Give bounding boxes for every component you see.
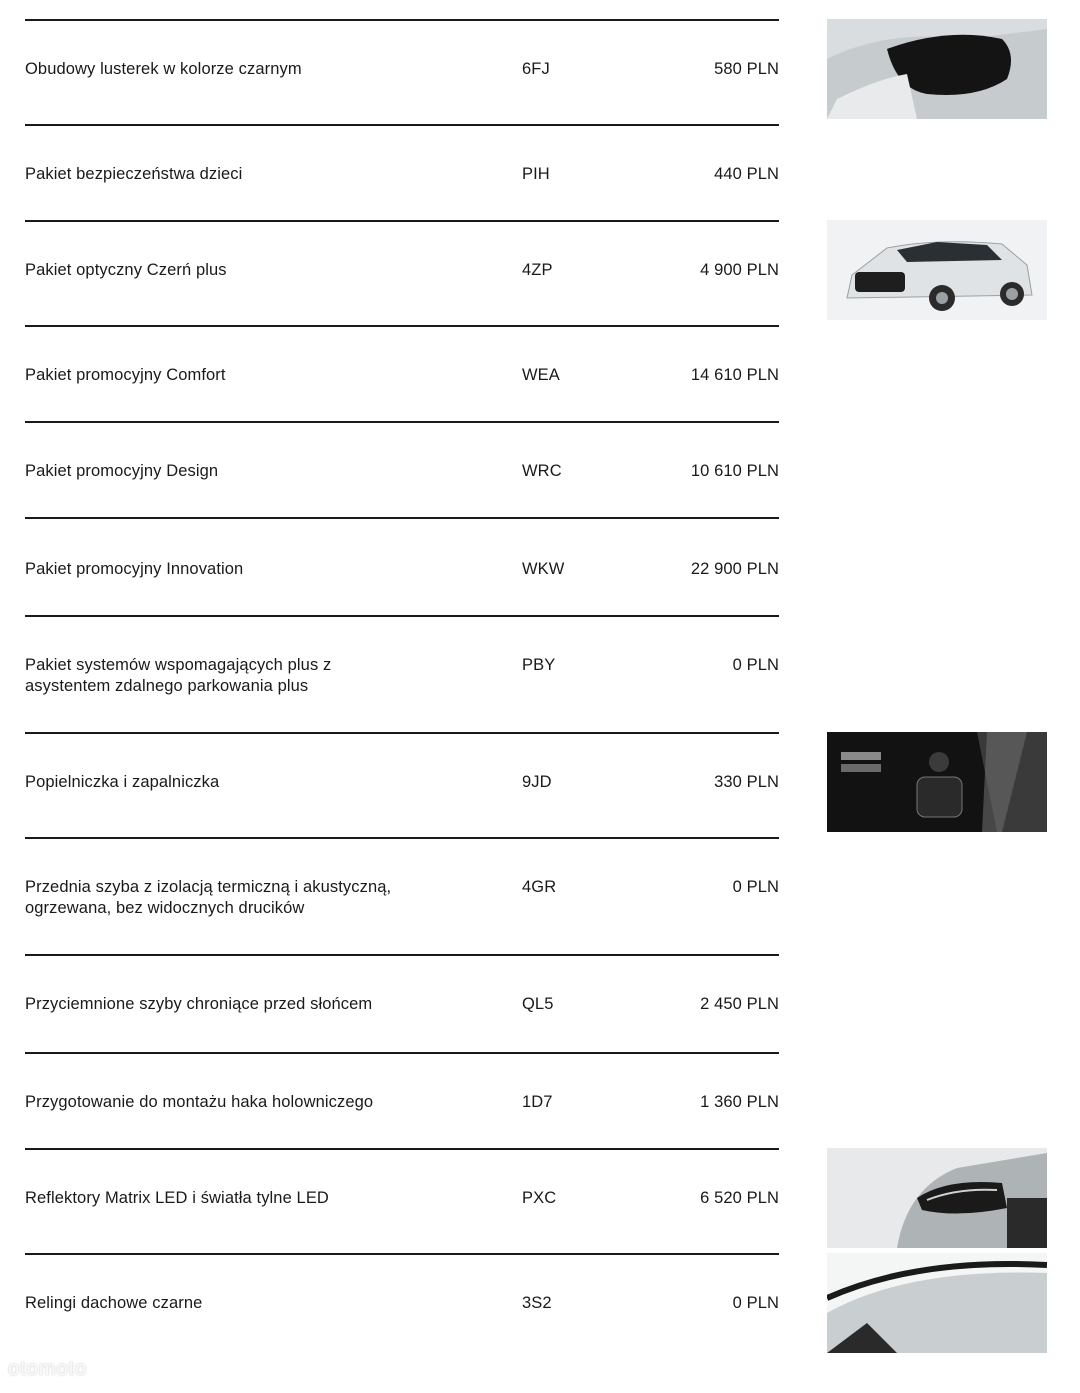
interior-console-photo — [827, 732, 1047, 832]
option-code: 3S2 — [522, 1294, 552, 1312]
option-name: Przygotowanie do montażu haka holowniczego — [25, 1093, 374, 1111]
option-code: 4ZP — [522, 261, 553, 279]
option-price: 0 PLN — [732, 656, 779, 674]
option-price: 2 450 PLN — [700, 995, 779, 1013]
table-row — [25, 1052, 779, 1150]
option-name: Pakiet promocyjny Design — [25, 462, 219, 480]
option-price: 6 520 PLN — [700, 1189, 779, 1207]
table-row — [25, 124, 779, 222]
table-row — [25, 615, 779, 734]
table-row — [25, 421, 779, 519]
option-price: 1 360 PLN — [700, 1093, 779, 1111]
table-row — [25, 325, 779, 423]
option-code: 9JD — [522, 773, 552, 791]
option-price: 580 PLN — [714, 60, 779, 78]
option-price: 10 610 PLN — [690, 462, 779, 480]
option-price: 4 900 PLN — [700, 261, 779, 279]
option-code: PBY — [522, 656, 556, 674]
car-photo — [827, 220, 1047, 320]
option-name: Przyciemnione szyby chroniące przed słońcem — [25, 995, 373, 1013]
option-code: QL5 — [522, 995, 554, 1013]
table-row — [25, 954, 779, 1054]
option-code: 1D7 — [522, 1093, 553, 1111]
option-price: 22 900 PLN — [690, 560, 779, 578]
option-name: Pakiet bezpieczeństwa dzieci — [25, 165, 243, 183]
headlight-photo — [827, 1148, 1047, 1248]
table-row — [25, 732, 779, 839]
option-name: Pakiet systemów wspomagających plus z asystentem zdalnego parkowania plus — [25, 656, 332, 695]
option-code: 4GR — [522, 878, 557, 896]
option-code: PIH — [522, 165, 550, 183]
option-name: Pakiet optyczny Czerń plus — [25, 261, 227, 279]
table-row — [25, 837, 779, 956]
table-row — [25, 19, 779, 125]
option-price: 0 PLN — [732, 1294, 779, 1312]
option-name: Reflektory Matrix LED i światła tylne LED — [25, 1189, 329, 1207]
watermark-logo: otomoto — [8, 1358, 88, 1380]
option-price: 0 PLN — [732, 878, 779, 896]
option-name: Obudowy lusterek w kolorze czarnym — [25, 60, 302, 78]
option-name: Popielniczka i zapalniczka — [25, 773, 220, 791]
option-price: 14 610 PLN — [690, 366, 779, 384]
option-name: Relingi dachowe czarne — [25, 1294, 203, 1312]
table-row — [25, 1148, 779, 1255]
option-code: PXC — [522, 1189, 557, 1207]
option-name: Pakiet promocyjny Comfort — [25, 366, 226, 384]
table-row — [25, 220, 779, 327]
table-row — [25, 517, 779, 617]
option-code: WEA — [522, 366, 560, 384]
option-price: 440 PLN — [714, 165, 779, 183]
roof-rails-photo — [827, 1253, 1047, 1353]
option-price: 330 PLN — [714, 773, 779, 791]
option-code: WKW — [522, 560, 565, 578]
table-row — [25, 1253, 779, 1358]
mirror-photo — [827, 19, 1047, 119]
option-name: Pakiet promocyjny Innovation — [25, 560, 244, 578]
option-code: WRC — [522, 462, 562, 480]
option-name: Przednia szyba z izolacją termiczną i akustyczną, ogrzewana, bez widocznych drucików — [25, 878, 392, 917]
option-code: 6FJ — [522, 60, 550, 78]
